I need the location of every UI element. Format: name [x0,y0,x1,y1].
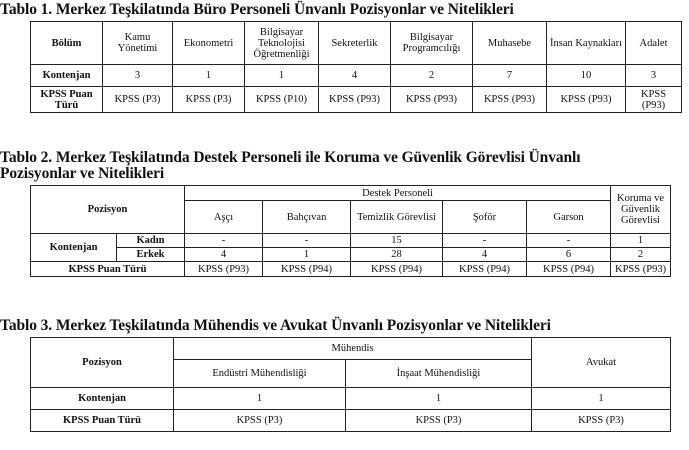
row-label: KPSS Puan Türü [31,410,174,432]
table-cell: 2 [611,248,671,262]
table1-col: Ekonometri [173,22,245,65]
table2-pozisyon-header: Pozisyon [31,186,185,234]
table-cell: KPSS (P94) [527,262,611,277]
row-sublabel: Erkek [117,248,185,262]
table3 [30,337,671,432]
table-cell: 1 [532,388,671,410]
table-cell: 1 [173,65,245,87]
table2-col: Garson [527,201,611,234]
table1-kontenjan-row [31,65,682,87]
table1-header-row [31,22,682,65]
table-cell: KPSS (P3) [346,410,532,432]
table-cell: 1 [346,388,532,410]
table3-kpss-row [31,410,671,432]
table2-kadin-row [31,234,671,248]
table1-col: Kamu Yönetimi [103,22,173,65]
table1-col-header: Bölüm [31,22,103,65]
table1-kpss-row [31,87,682,113]
table2-erkek-row [31,248,671,262]
table3-muhendis-header: Mühendis [174,338,532,360]
table2-koruma-header: Koruma ve Güvenlik Görevlisi [611,186,671,234]
table3-avukat-header: Avukat [532,338,671,388]
table-cell: 3 [103,65,173,87]
table-cell: 1 [263,248,351,262]
table-cell: - [527,234,611,248]
table-cell: KPSS (P93) [319,87,391,113]
table2-group-row [31,186,671,201]
table-cell: KPSS (P3) [103,87,173,113]
table-cell: KPSS (P93) [611,262,671,277]
table-cell: KPSS (P3) [173,87,245,113]
table-cell: 4 [185,248,263,262]
table1-col: İnsan Kaynakları [547,22,626,65]
table-cell: 2 [391,65,473,87]
table-cell: 15 [351,234,443,248]
table-cell: 1 [611,234,671,248]
table2 [30,185,671,277]
table3-kontenjan-row [31,388,671,410]
table-cell: 1 [174,388,346,410]
table2-destek-header: Destek Personeli [185,186,611,201]
table2-col: Temizlik Görevlisi [351,201,443,234]
table2-title-line1: Tablo 2. Merkez Teşkilatında Destek Personeli ile Koruma ve Güvenlik Görevlisi Ünvanlı [0,149,581,166]
table2-kpss-row [31,262,671,277]
table-cell: KPSS (P10) [245,87,319,113]
table-cell: KPSS (P93) [391,87,473,113]
row-label: Kontenjan [31,234,117,262]
table-cell: 4 [443,248,527,262]
table2-title-line2: Pozisyonlar ve Nitelikleri [0,165,165,182]
row-label: KPSS Puan Türü [31,262,185,277]
row-label: KPSS Puan Türü [31,87,103,113]
table-cell: 10 [547,65,626,87]
table-cell: KPSS (P93) [547,87,626,113]
table-cell: KPSS (P93) [473,87,547,113]
table-cell: - [263,234,351,248]
table-cell: - [185,234,263,248]
table-cell: 7 [473,65,547,87]
table-cell: - [443,234,527,248]
table3-col: İnşaat Mühendisliği [346,360,532,388]
table2-col: Aşçı [185,201,263,234]
table-cell: KPSS (P93) [626,87,682,113]
table1 [30,21,682,113]
table2-col: Şoför [443,201,527,234]
table-cell: KPSS (P3) [532,410,671,432]
table1-col: Adalet [626,22,682,65]
table-cell: KPSS (P94) [443,262,527,277]
table1-col: Muhasebe [473,22,547,65]
table1-col: Sekreterlik [319,22,391,65]
table3-title: Tablo 3. Merkez Teşkilatında Mühendis ve Avukat Ünvanlı Pozisyonlar ve Nitelikleri [0,317,551,334]
table-cell: 3 [626,65,682,87]
table1-col: Bilgisayar Programcılığı [391,22,473,65]
row-sublabel: Kadın [117,234,185,248]
table3-pozisyon-header: Pozisyon [31,338,174,388]
table-cell: 28 [351,248,443,262]
row-label: Kontenjan [31,65,103,87]
table-cell: KPSS (P94) [351,262,443,277]
table-cell: 6 [527,248,611,262]
table3-col: Endüstri Mühendisliği [174,360,346,388]
table-cell: KPSS (P93) [185,262,263,277]
table-cell: KPSS (P3) [174,410,346,432]
table-cell: 1 [245,65,319,87]
table2-col: Bahçıvan [263,201,351,234]
table3-group-row [31,338,671,360]
row-label: Kontenjan [31,388,174,410]
table-cell: KPSS (P94) [263,262,351,277]
table1-title: Tablo 1. Merkez Teşkilatında Büro Personeli Ünvanlı Pozisyonlar ve Nitelikleri [0,1,514,18]
table-cell: 4 [319,65,391,87]
table1-col: Bilgisayar Teknolojisi Öğretmenliği [245,22,319,65]
